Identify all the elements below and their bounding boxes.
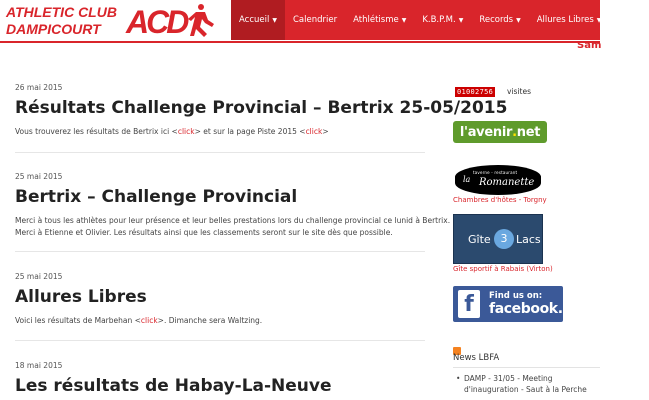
nav-item-info[interactable] xyxy=(609,0,649,40)
post-date: 18 mai 2015 xyxy=(15,361,63,370)
news-divider xyxy=(453,367,600,368)
logo-mark: ACD xyxy=(126,4,187,40)
romanette-banner[interactable] xyxy=(455,165,541,195)
gite-caption[interactable]: Gîte sportif à Rabais (Virton) xyxy=(453,265,553,273)
post-item xyxy=(15,83,507,138)
site-logo[interactable] xyxy=(0,0,226,40)
nav-item-athletisme[interactable] xyxy=(345,0,414,40)
news-item-link[interactable]: DAMP - 31/05 - Meeting d'inauguration - Saut à la Perche xyxy=(464,374,587,394)
romanette-caption[interactable]: Chambres d'hôtes - Torgny xyxy=(453,196,547,204)
site-header xyxy=(0,0,642,40)
post-date: 25 mai 2015 xyxy=(15,272,63,281)
news-ticker[interactable]: Sam xyxy=(577,40,602,51)
post-text: >. Dimanche sera Waltzing. xyxy=(157,316,263,325)
facebook-banner[interactable] xyxy=(453,286,563,322)
lavenir-banner[interactable] xyxy=(453,121,547,143)
main-nav xyxy=(231,0,642,40)
gite-right: Lacs xyxy=(516,233,541,246)
post-title[interactable]: Allures Libres xyxy=(15,287,147,307)
gite-banner[interactable] xyxy=(453,214,543,264)
caret-down-icon: ▼ xyxy=(272,16,277,24)
post-item xyxy=(15,172,450,239)
post-divider xyxy=(15,340,425,341)
post-text: Voici les résultats de Marbehan < xyxy=(15,316,141,325)
gite-number: 3 xyxy=(494,229,514,249)
romanette-name: Romanette xyxy=(479,177,535,188)
post-text: Vous trouverez les résultats de Bertrix ici < xyxy=(15,127,178,136)
post-title[interactable]: Bertrix – Challenge Provincial xyxy=(15,187,298,207)
caret-down-icon: ▼ xyxy=(458,16,464,24)
bullet-icon: • xyxy=(456,374,461,383)
nav-item-calendrier[interactable] xyxy=(285,0,345,40)
post-link[interactable]: click xyxy=(305,127,323,136)
post-date: 26 mai 2015 xyxy=(15,83,63,92)
lavenir-text: l'avenir xyxy=(459,124,513,140)
lavenir-dot: . xyxy=(512,124,517,140)
logo-line-1: ATHLETIC CLUB xyxy=(6,4,117,20)
post-text: > xyxy=(322,127,329,136)
post-text: Merci à tous les athlètes pour leur présence et leur belles prestations lors du challenge provincial ce lunid à Bertrix. xyxy=(15,216,451,225)
nav-label: Calendrier xyxy=(292,15,338,25)
romanette-la: la xyxy=(463,175,471,184)
logo-graphic xyxy=(0,0,226,40)
facebook-line-2: facebook. xyxy=(489,301,563,317)
post-link[interactable]: click xyxy=(177,127,195,136)
nav-label: Accueil xyxy=(239,15,270,25)
post-date: 25 mai 2015 xyxy=(15,172,63,181)
post-excerpt xyxy=(15,315,262,327)
post-link[interactable]: click xyxy=(140,316,158,325)
nav-label: K.B.P.M. xyxy=(422,15,456,25)
post-title[interactable]: Les résultats de Habay-La-Neuve xyxy=(15,376,332,396)
nav-item-kbpm[interactable] xyxy=(414,0,471,40)
post-text: Merci à Etienne et Olivier. Les résultats ainsi que les classements seront sur le site dès que possible. xyxy=(15,228,393,237)
nav-label: Info xyxy=(617,15,634,25)
caret-down-icon: ▼ xyxy=(401,16,407,24)
post-excerpt xyxy=(15,215,450,239)
visit-counter-label: visites xyxy=(507,87,531,96)
post-excerpt xyxy=(15,126,507,138)
nav-item-accueil[interactable] xyxy=(231,0,285,40)
news-widget-title: News LBFA xyxy=(453,353,500,363)
post-title[interactable]: Résultats Challenge Provincial – Bertrix 25-05/2015 xyxy=(15,98,508,118)
caret-down-icon: ▼ xyxy=(636,16,642,24)
header-divider xyxy=(0,41,600,43)
nav-item-records[interactable] xyxy=(471,0,528,40)
nav-label: Records xyxy=(479,15,514,25)
facebook-line-1: Find us on: xyxy=(489,291,543,301)
nav-label: Athlétisme xyxy=(353,15,399,25)
caret-down-icon: ▼ xyxy=(516,16,521,24)
visit-counter: 01002756 xyxy=(457,88,494,96)
romanette-subtitle: taverne - restaurant xyxy=(473,170,518,175)
logo-line-2: DAMPICOURT xyxy=(6,21,101,37)
nav-item-allures-libres[interactable] xyxy=(529,0,610,40)
facebook-icon: f xyxy=(458,290,480,318)
nav-label: Allures Libres xyxy=(536,15,594,25)
post-item xyxy=(15,361,332,396)
lavenir-tld: net xyxy=(516,124,541,140)
post-text: > et sur la page Piste 2015 < xyxy=(194,127,306,136)
post-divider xyxy=(15,251,425,252)
caret-down-icon: ▼ xyxy=(596,16,602,24)
post-item xyxy=(15,272,262,327)
gite-left: Gîte xyxy=(468,233,491,246)
post-divider xyxy=(15,152,425,153)
